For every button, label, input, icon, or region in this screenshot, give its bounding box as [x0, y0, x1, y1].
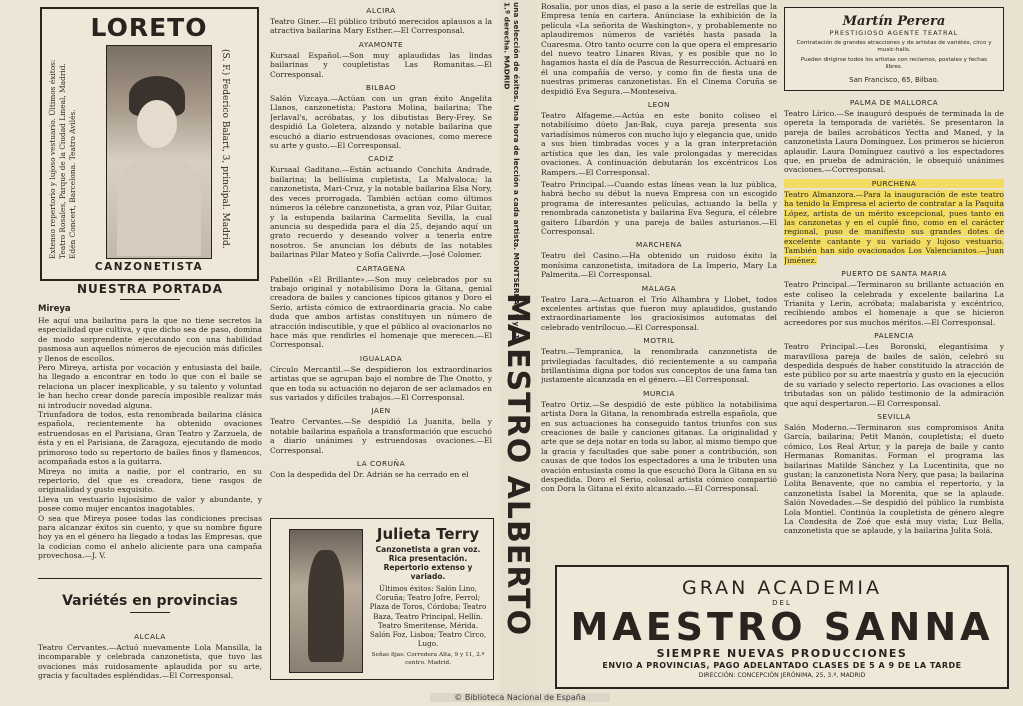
julieta-terry-ad [270, 518, 494, 680]
julieta-subtitle: Canzonetista a gran voz. [375, 545, 481, 554]
julieta-text-block [369, 525, 487, 667]
perera-line-1: Contratación de grandes atracciones y de artistas de variétés, circo y music-halls. [796, 40, 992, 53]
city-text: Teatro Principal.—Cuando estas líneas vean la luz pública, habrá hecho su début la nueva Empresa con un escogido programa de interesantes películas, actuando la bella y renombrada canzonetista y bailarina Eva Segura, el célebre gaitero Libardón y una pareja de bailes asturianos.—El Corresponsal. [541, 179, 777, 236]
sanna-line-5: ENVIO A PROVINCIAS, PAGO ADELANTADO CLASES DE 5 A 9 DE LA TARDE [602, 661, 962, 670]
julieta-footer: Señas fijas: Corredera Alta, 9 y 11, 2.º centro. Madrid. [371, 652, 485, 666]
city-heading: MALAGA [641, 283, 677, 293]
sanna-line-1: GRAN ACADEMIA [682, 577, 882, 599]
portada-rule [120, 299, 180, 300]
city-heading: CARTAGENA [356, 263, 406, 273]
city-text: Salón Vizcaya.—Actúan con un gran éxito Angelita Llanos, canzonetista; Pastora Molina, bailarina; The Jerlaval's, acróbatas, y los dibutistas Bery-Frey. Se despidió La Goletera, alzando y notable bailarina que escuchó a diario estruendosas ovaciones, como merece su arte y gusto.—El Corresponsal. [270, 94, 492, 151]
portrait-figure [308, 550, 344, 662]
city-heading: MOTRIL [643, 336, 675, 346]
perera-title: Martín Perera [842, 14, 946, 29]
portada-column [38, 282, 262, 578]
city-text: Rosalía, por unos días, el paso a la serie de estrellas que la Empresa tenía en cartera. Anúnciase la exhibición de la película «La señorita de Washington», y probablemente no aplaudiremos números de variétés hasta pasada la Cuaresma. Otro tanto ocurre con la que opera el empresario del nuevo teatro Linares Rivas, y es posible que no lo hagamos hasta el día de Pascua de Resurrección. Actuará en él una compañía de verso, y como fin de fiesta una de nuestras primeras canzonetistas. En el Cinema Coruña se despidió Eva Segura.—Monteseiva. [541, 2, 777, 96]
portada-paragraph-6: O sea que Mireya posee todas las condiciones precisas para alcanzar éxitos sin cuento, y que su nombre figure hoy ya en el género ha llegado a todas las Empresas, que la codician como el anhelo aliciente para una campaña provechosa.—J. V. [38, 513, 262, 561]
loreto-title: LORETO [90, 13, 208, 42]
city-text: Teatro Ortiz.—Se despidió de este público la notabilísima artista Dora la Gitana, la renombrada estrella española, que en sus actuaciones ha conseguido tantos triunfos con sus creaciones de baile y canciones gitanas. La originalidad y arte que se deja notar en toda su labor, al mismo tiempo que la gracia y facultades que sabe poner a contribución, son causas de que todos los espectadores a una le tributen una ovación entusiasta como la que escuchó Dora la Gitana en su despedida. Doro el Serio, colosal artista cómico compartió con Dora la Gitana el éxito alcanzado.—El Corresponsal. [541, 399, 777, 494]
portrait-dress [117, 156, 201, 256]
city-heading-highlighted: PURCHENA [784, 179, 1004, 188]
left-page [0, 0, 500, 706]
city-text-highlighted: Teatro Almanzora.—Para la inauguración de este teatro ha tenido la Empresa el acierto de contratar a la Paquita López, artista de un mérito excepcional, pues tanto en las canzonetas y en el cuplé fino, como en el carácter regional, puso de manifiesto sus grandes dotes de excelente cantante y su variado y lujoso vestuario. También han sido ovacionados Los Valencianitos.—Juan Jiménez. [784, 189, 1004, 265]
city-text: Teatro Lara.—Actuaron el Trío Alhambra y Llobet, todos excelentes artistas que fueron muy aplaudidos, gustando extraordinariamente los graciosísimos automatas del celebrado ventrílocuo.—El Corresponsal. [541, 294, 777, 332]
portada-heading: NUESTRA PORTADA [76, 282, 223, 296]
varietes-heading-box [38, 578, 262, 621]
sanna-line-4: SIEMPRE NUEVAS PRODUCCIONES [656, 647, 908, 660]
city-heading: LEON [647, 100, 671, 110]
city-text: Teatro Giner.—El público tributó merecidos aplausos a la atractiva bailarina Mary Esther.—El Corresponsal. [270, 17, 492, 36]
loreto-footer: CANZONETISTA [94, 261, 204, 273]
city-heading: CADIZ [368, 154, 394, 164]
city-heading: PALENCIA [874, 331, 914, 341]
city-text: Kursaal Español.—Son muy aplaudidas las lindas bailarinas y coupletistas Las Romanitas.—El Corresponsal. [270, 50, 492, 79]
julieta-line-2: Repertorio extenso y variado. [383, 563, 473, 581]
martin-perera-ad [784, 7, 1004, 91]
loreto-vega-ad [40, 7, 259, 281]
city-heading: MARCHENA [635, 240, 683, 250]
city-text: Pabellón «El Brillante».—Son muy celebrados por su trabajo original y notabilísimo Dora la Gitana, genial creadora de bailes y canciones típicos gitanos y Doro el Serio, artista cómico de extraordinaria gracia. No cabe duda que ambos artistas constituyen un número de atracción indiscutible, y que el público al ovacionarlos no hace más que rendirles el homenaje que merecen.—El Corresponsal. [270, 274, 492, 350]
city-heading: BILBAO [365, 83, 397, 93]
city-text: Teatro Lírico.—Se inauguró después de terminada la de opereta la temporada de variétés. Se presentaron la pareja de bailes acrobáticos Yectta and Maned, y la canzonetista Laura Domínguez. Los primeros se hicieron aplaudir. Laura Domínguez cautivó a los espectadores que, en prueba de admiración, le obsequió unánimes ovaciones.—Corresponsal. [784, 109, 1004, 175]
loreto-portrait-image [106, 45, 212, 259]
maestro-sanna-ad [555, 565, 1009, 689]
sanna-line-3: MAESTRO SANNA [570, 605, 994, 649]
city-heading: MURCIA [643, 388, 675, 398]
city-text: Teatro Cervantes.—Actuó nuevamente Lola Mansilla, la incomparable y celebrada canzonetista, que tuvo las ovaciones más ruidosamente aplaudida por su arte, gracia y facultades espléndidas.—El Corresponsal. [38, 643, 262, 681]
city-heading: ALCIRA [366, 6, 396, 15]
news-column-3 [541, 2, 777, 562]
loreto-left-vertical: Extenso repertorio y lujoso vestuario. Últimos éxitos: Teatro Rosales, Parque de la Ciudad Lineal, Madrid. Edén Concert, Barcelona. Teatro Avilés. [48, 59, 77, 259]
city-text: Kursaal Gaditano.—Están actuando Conchita Andrade, bailarina; la bellísima cupletista, La Malvaloca; la canzonetista, Mari-Cruz, y la notable bailarina Elsa Nory, des veces prorrogada. También actúan como últimos números la célebre canzonetista, a gran voz, Pilar Guitar, y la estupenda bailarina Carmelita Sevilla, la cual anuncia su despedida para el día 25, dejando aquí un grato recuerdo y deseando volver a tenerla entre nosotros. Se anuncian los débuts de las notables bailarinas Pilar Mateo y Sofía Calivrde.—José Colomer. [270, 165, 492, 260]
city-text: Salón Moderno.—Terminaron sus compromisos Anita García, bailarina; Petit Manón, coupletista; el dueto cómico, Los Real Artur, y la pareja de baile y canto Hermanas Romanitas. Forman el programa las bailarinas Matilde Sánchez y La Lucentinita, que no gustan; la canzonetista Nora Nery, que pasa; la bailarina Lolita Benavente, que no cambia el repertorio, y la canzonetista Isabel la Morenita, que se la aplaude. Salón Novedades.—Se despidió del público la rumbista Lola Montiel. Continúa la coupletista de género alegre La Condesita de Zoé que está muy vista; Luz Bella, canzonetista que se aplaude, y la bailarina Julita Solá. [784, 422, 1004, 536]
varietes-heading: Variétés en provincias [62, 593, 238, 609]
city-heading: IGUALADA [359, 353, 403, 363]
news-column-4 [784, 94, 1004, 562]
city-text: Teatro Principal.—Terminaron su brillante actuación en este coliseo la celebrada y excelente bailarina La Trianita y Lerin, acróbata; malabarista y excéntrico, recibiendo ambos el homenaje a que se hicieron acreedores por sus muchos méritos.—El Corresponsal. [784, 280, 1004, 327]
city-text: Teatro Principal.—Les Boronski, elegantísima y maravillosa pareja de bailes de salón, celebró su despedida después de haber constituido la atracción de este público por su arte maestría y gusto en la ejecución de su variado y selecto repertorio. Las ovaciones a ellos tributadas son un pálido testimonio de la admiración que aquí despertaron.—El Corresponsal. [784, 342, 1004, 408]
city-heading: SEVILLA [877, 411, 911, 421]
city-heading: ALCALA [134, 632, 166, 641]
city-text: Círculo Mercantil.—Se despidieron los extraordinarios artistas que se agrupan bajo el nombre de The Onotto, y que en toda su actuación no dejaron de ser aclamados en sus variados y difíciles trabajos.—El Corresponsal. [270, 364, 492, 402]
loreto-address: (S. F.) Federico Balart, 3, principal. Madrid. [220, 49, 230, 249]
city-heading: LA CORUÑA [356, 459, 406, 469]
city-heading: PUERTO DE SANTA MARIA [841, 269, 947, 279]
strip-small-text: una selección de éxitos. Una hora de lección a cada artista. MONTSERRAT, 9 y 11, 1.º derecha. MADRID [502, 2, 521, 342]
portrait-face [137, 100, 177, 148]
city-heading: AYAMONTE [358, 39, 404, 49]
portada-paragraph-3: Triunfadora de todos, esta renombrada bailarina clásica española, recientemente ha obtenido ovaciones estruendosas en el Parisiana, Gran Teatro y Zarzuela, de ésta y en el Parisiana, de Zaragoza, ejecutando de modo primoroso todo su repertorio de bailes finos y flamencos, acompañada estos a la guitarra. [38, 410, 262, 467]
perera-address: San Francisco, 65, Bilbao. [849, 76, 939, 84]
sanna-line-6: DIRECCIÓN: CONCEPCIÓN JERÓNIMA, 25, 3.º, MADRID [698, 672, 866, 679]
julieta-portrait-image [289, 529, 363, 673]
loreto-right-vertical-text [218, 49, 252, 259]
news-column-2 [270, 2, 492, 514]
city-text: Teatro del Casino.—Ha obtenido un ruidoso éxito la monísima canzonetista, imitadora de La Imperio, Mary La Palmerita.—El Corresponsal. [541, 251, 777, 280]
varietes-rule [130, 612, 170, 613]
strip-big-text: MAESTRO ALBERTO [500, 293, 535, 637]
city-text: Con la despedida del Dr. Adrián se ha cerrado en el [270, 470, 469, 480]
sanna-line-2: DEL [772, 599, 792, 607]
perera-subtitle: PRESTIGIOSO AGENTE TEATRAL [829, 29, 959, 37]
vertical-ad-strip [500, 0, 537, 706]
city-heading: JAEN [371, 406, 391, 416]
julieta-body: Últimos éxitos: Salón Lino, Coruña; Teatro Jofre, Ferrol; Plaza de Toros, Córdoba; Teatro Baza, Teatro Principal, Hellín. Teatro Smeritense, Mérida. Salón Foz, Lisboa; Teatro Circo, Lugo. [369, 584, 487, 649]
city-text: Teatro Alfageme.—Actúa en este bonito coliseo el notabilísimo dúeto Jan-Bak, cuya pareja presenta sus variadísimos números con mucho lujo y elegancia que, unido a sus bien timbradas voces y a la gran interpretación artística que les dan, les vale prolongadas y merecidas ovaciones. A continuación debutarán los excéntricos Los Rampers.—El Corresponsal. [541, 111, 777, 177]
portada-paragraph-5: Lleva un vestuario lujosísimo de valor y abundante, y posee como mujer encantos inagotables. [38, 494, 262, 514]
city-text: Teatro Cervantes.—Se despidió La Juanita, bella y notable bailarina española a transformación que escuchó a diario unánimes y estruendosas ovaciones.—El Corresponsal. [270, 417, 492, 455]
library-watermark: © Biblioteca Nacional de España [430, 693, 610, 702]
portada-paragraph-4: Mireya no imita a nadie, por el contrario, en su repertorio, del que es creadora, tiene rasgos de originalidad y gusto exquisito. [38, 466, 262, 495]
loreto-left-vertical-text [48, 49, 100, 259]
city-text: Teatro.—Tempranica, la renombrada canzonetista de privilegiadas facultades, dió recientemente a su campaña brillantísima digna por todos sus conceptos de una fama tan justamente alcanzada en el género.—El Corresponsal. [541, 347, 777, 385]
julieta-title: Julieta Terry [376, 525, 480, 543]
varietes-alcala [38, 628, 262, 698]
portada-paragraph-1: He aquí una bailarina para la que no tiene secretos la especialidad que cultiva, y que dicho sea de paso, domina de modo sorprendente ejecutando con una habilidad pasmosa aun aquellos números de ejecución más difíciles y llenos de escollos. [38, 316, 262, 363]
city-heading: PALMA DE MALLORCA [849, 98, 939, 107]
julieta-line-1: Rica presentación. [388, 554, 468, 563]
portada-paragraph-2: Pero Mireya, artista por vocación y entusiasta del baile, ha llegado a encontrar en todo lo que con el baile se relaciona un placer inexplicable, y su talento y voluntad le han hecho crear donde parecía imposible realizar más ni introducir novedad alguna. [38, 363, 262, 410]
portada-subheading: Mireya [38, 304, 71, 314]
perera-line-2: Pueden dirigirse todos los artistas con reclamos, postales y fechas libres. [800, 57, 988, 70]
